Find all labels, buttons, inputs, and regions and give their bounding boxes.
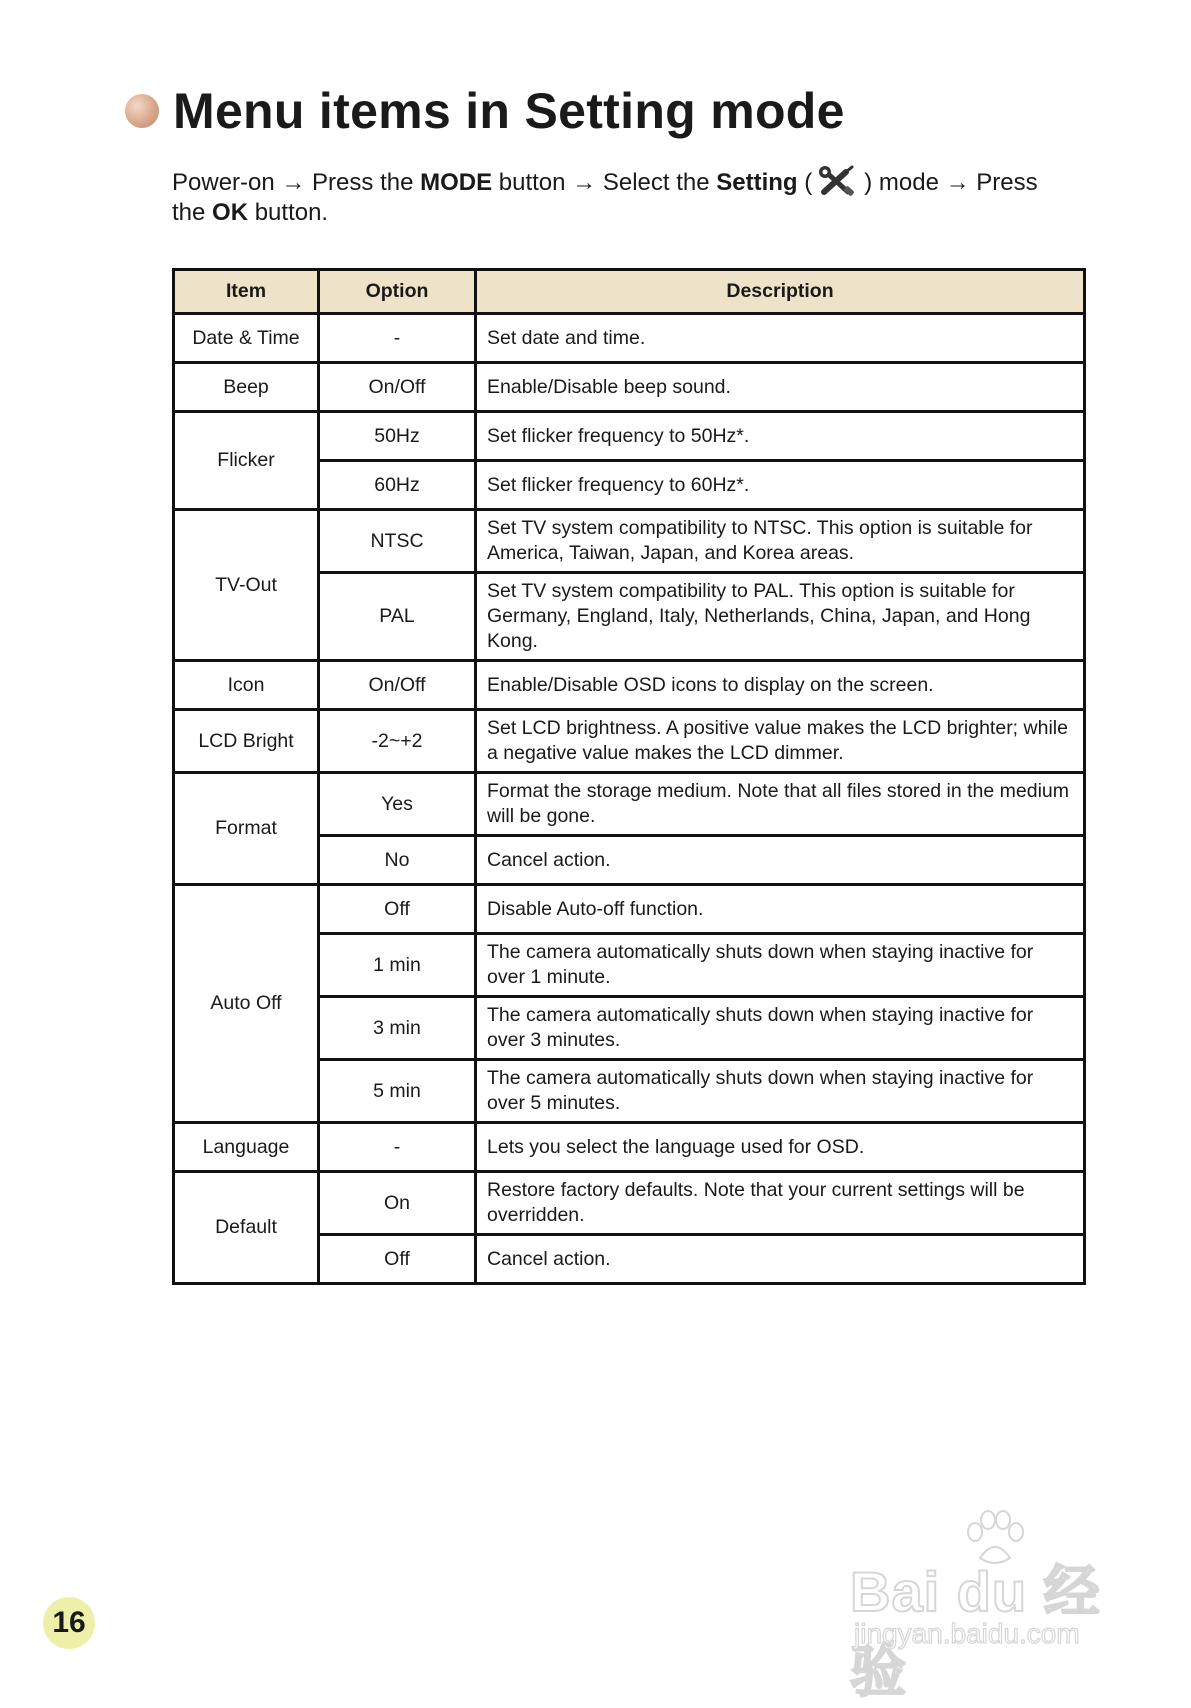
intro-instructions [172, 168, 1072, 228]
table-row [174, 773, 1085, 836]
option-cell: Off [319, 885, 476, 934]
intro-text-4: ) mode → Press the [172, 169, 1038, 226]
description-cell: Enable/Disable OSD icons to display on the screen. [476, 661, 1085, 710]
table-row [174, 1172, 1085, 1235]
header-option: Option [319, 270, 476, 314]
intro-text-2: button → Select the [492, 169, 717, 196]
description-cell: Set LCD brightness. A positive value makes the LCD brighter; while a negative value makes the LCD dimmer. [476, 710, 1085, 773]
description-cell: Cancel action. [476, 1235, 1085, 1284]
description-cell: The camera automatically shuts down when staying inactive for over 5 minutes. [476, 1060, 1085, 1123]
option-cell: Off [319, 1235, 476, 1284]
option-cell: 5 min [319, 1060, 476, 1123]
item-cell: Format [174, 773, 319, 885]
option-cell: No [319, 836, 476, 885]
page-title: Menu items in Setting mode [173, 83, 845, 139]
description-cell: Set flicker frequency to 50Hz*. [476, 412, 1085, 461]
description-cell: Format the storage medium. Note that all files stored in the medium will be gone. [476, 773, 1085, 836]
description-cell: Restore factory defaults. Note that your current settings will be overridden. [476, 1172, 1085, 1235]
option-cell: PAL [319, 573, 476, 661]
option-cell: NTSC [319, 510, 476, 573]
option-cell: - [319, 1123, 476, 1172]
watermark-url: jingyan.baidu.com [854, 1618, 1080, 1649]
description-cell: The camera automatically shuts down when staying inactive for over 3 minutes. [476, 997, 1085, 1060]
table-row [174, 314, 1085, 363]
table-row [174, 710, 1085, 773]
option-cell: - [319, 314, 476, 363]
table-row [174, 510, 1085, 573]
title-block [125, 82, 845, 140]
description-cell: Set TV system compatibility to PAL. This option is suitable for Germany, England, Italy, Netherlands, China, Japan, and Hong Kong. [476, 573, 1085, 661]
item-cell: Auto Off [174, 885, 319, 1123]
item-cell: Icon [174, 661, 319, 710]
wrench-screwdriver-icon [816, 164, 860, 198]
title-bullet-icon [125, 94, 159, 128]
item-cell: Default [174, 1172, 319, 1284]
option-cell: On [319, 1172, 476, 1235]
item-cell: Beep [174, 363, 319, 412]
option-cell: On/Off [319, 363, 476, 412]
item-cell: LCD Bright [174, 710, 319, 773]
description-cell: Enable/Disable beep sound. [476, 363, 1085, 412]
description-cell: The camera automatically shuts down when staying inactive for over 1 minute. [476, 934, 1085, 997]
table-row [174, 661, 1085, 710]
settings-menu-table [172, 268, 1086, 1285]
description-cell: Set date and time. [476, 314, 1085, 363]
item-cell: Date & Time [174, 314, 319, 363]
description-cell: Lets you select the language used for OSD. [476, 1123, 1085, 1172]
item-cell: Language [174, 1123, 319, 1172]
option-cell: -2~+2 [319, 710, 476, 773]
baidu-watermark [850, 1510, 1140, 1703]
description-cell: Set TV system compatibility to NTSC. This option is suitable for America, Taiwan, Japan, and Korea areas. [476, 510, 1085, 573]
intro-ok-label: OK [212, 199, 249, 226]
table-header-row [174, 270, 1085, 314]
page-number: 16 [43, 1597, 95, 1649]
table-row [174, 1123, 1085, 1172]
description-cell: Disable Auto-off function. [476, 885, 1085, 934]
intro-text-1: Power-on → Press the [172, 169, 421, 196]
intro-setting-label: Setting [716, 169, 798, 196]
intro-text-5: button. [248, 199, 329, 226]
option-cell: 60Hz [319, 461, 476, 510]
item-cell: TV-Out [174, 510, 319, 661]
description-cell: Set flicker frequency to 60Hz*. [476, 461, 1085, 510]
table-row [174, 885, 1085, 934]
option-cell: On/Off [319, 661, 476, 710]
header-description: Description [476, 270, 1085, 314]
option-cell: 3 min [319, 997, 476, 1060]
table-row [174, 412, 1085, 461]
watermark-brand: Bai du 经验 [850, 1560, 1101, 1703]
intro-mode-label: MODE [420, 169, 493, 196]
option-cell: 50Hz [319, 412, 476, 461]
table-row [174, 363, 1085, 412]
option-cell: 1 min [319, 934, 476, 997]
option-cell: Yes [319, 773, 476, 836]
intro-text-3: ( [797, 169, 813, 196]
item-cell: Flicker [174, 412, 319, 510]
description-cell: Cancel action. [476, 836, 1085, 885]
header-item: Item [174, 270, 319, 314]
